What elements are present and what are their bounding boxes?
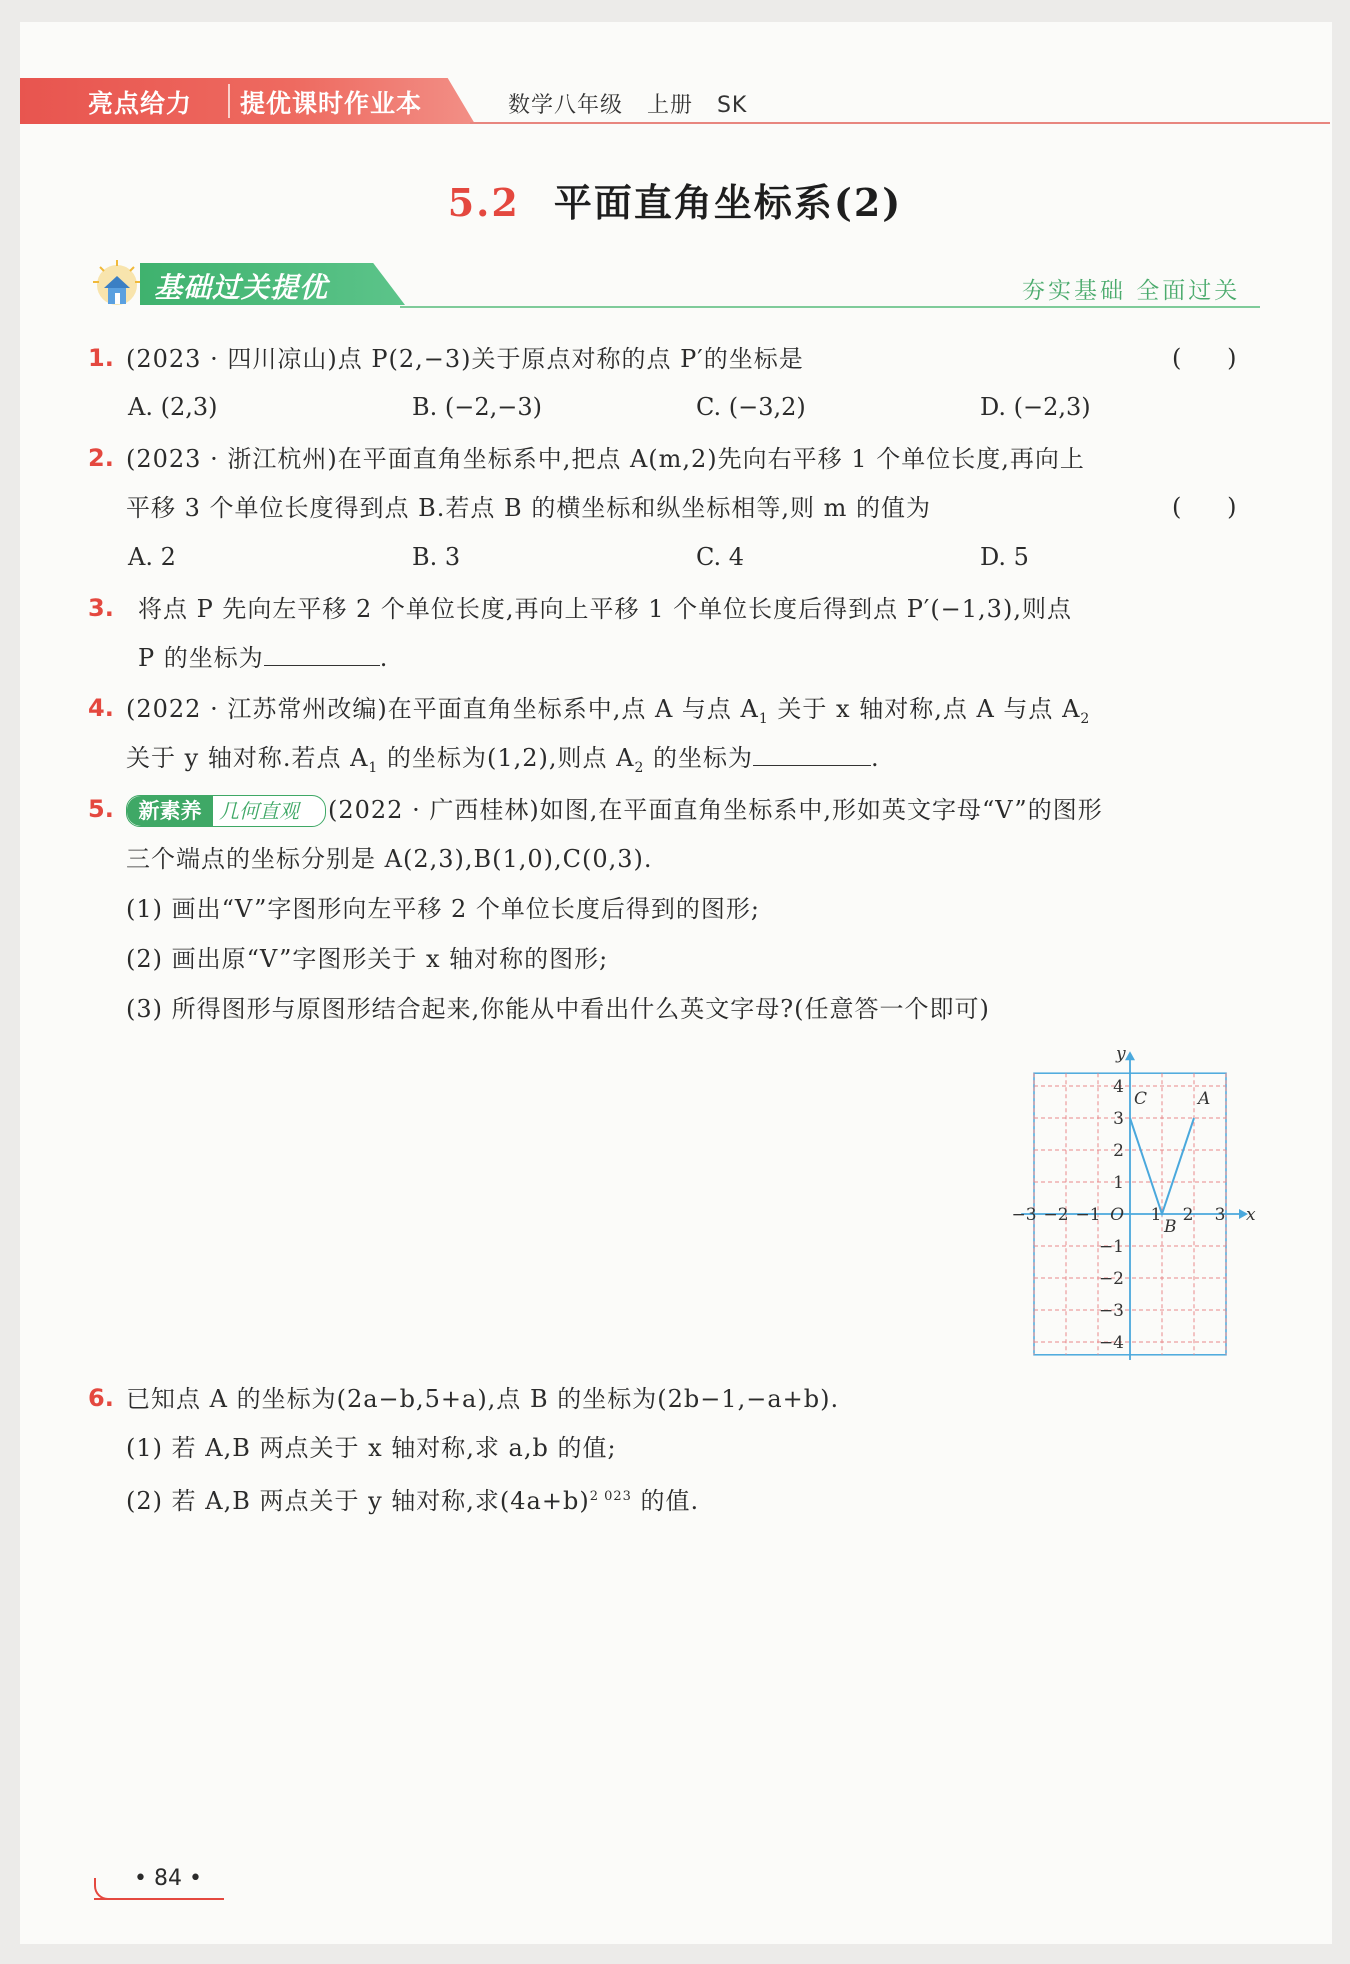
answer-paren: ( )	[1172, 344, 1237, 372]
question-5-sub1: (1) 画出“V”字图形向左平移 2 个单位长度后得到的图形;	[126, 895, 760, 923]
x-tick-label: −1	[1075, 1205, 1101, 1225]
question-3-line1: 将点 P 先向左平移 2 个单位长度,再向上平移 1 个单位长度后得到点 P′(−1,3),则点	[138, 595, 1072, 623]
question-4-line1	[126, 694, 1090, 734]
house-sun-icon	[90, 258, 144, 312]
tag-geometry-intuition: 几何直观	[219, 799, 299, 823]
q4-text: 的坐标为	[644, 744, 754, 772]
tag-new-literacy: 新素养	[127, 796, 213, 826]
question-3-period: .	[379, 644, 389, 672]
question-6-line1: 已知点 A 的坐标为(2a−b,5+a),点 B 的坐标为(2b−1,−a+b).	[126, 1385, 840, 1413]
x-tick-label: 2	[1182, 1205, 1194, 1225]
question-1-text: (2023 · 四川凉山)点 P(2,−3)关于原点对称的点 P′的坐标是	[126, 345, 804, 373]
question-number: 6.	[88, 1384, 114, 1412]
section-title: 平面直角坐标系(2)	[553, 180, 903, 225]
header-divider	[228, 84, 230, 118]
y-tick-label: 4	[1113, 1077, 1124, 1097]
y-tick-label: 2	[1113, 1141, 1124, 1161]
option-d: D. (−2,3)	[980, 393, 1091, 421]
y-tick-label: 1	[1113, 1173, 1124, 1193]
answer-blank[interactable]	[264, 643, 380, 666]
y-axis-arrow	[1125, 1051, 1135, 1060]
x-tick-label: −3	[1011, 1205, 1037, 1225]
q6-text: (2) 若 A,B 两点关于 y 轴对称,求(4a+b)	[126, 1487, 590, 1515]
question-number: 3.	[88, 594, 114, 622]
page-number-rule	[94, 1898, 224, 1900]
subscript: 2	[634, 759, 645, 776]
question-6-sub1: (1) 若 A,B 两点关于 x 轴对称,求 a,b 的值;	[126, 1434, 617, 1462]
literacy-tag	[126, 795, 326, 827]
section-rule	[400, 306, 1260, 308]
y-tick-label: −1	[1098, 1237, 1124, 1257]
subscript: 2	[1080, 710, 1091, 727]
q4-text: 的坐标为(1,2),则点 A	[378, 744, 635, 772]
subject-label: 数学八年级 上册 SK	[508, 93, 748, 118]
question-2-line1: (2023 · 浙江杭州)在平面直角坐标系中,把点 A(m,2)先向右平移 1 个单位长度,再向上	[126, 445, 1085, 473]
x-axis-label: x	[1246, 1205, 1256, 1225]
question-6-sub2	[126, 1482, 699, 1516]
q4-text: 关于 y 轴对称.若点 A	[126, 744, 369, 772]
question-number: 4.	[88, 694, 114, 722]
page-number: • 84 •	[134, 1866, 202, 1891]
point-label-a: A	[1198, 1089, 1211, 1109]
brand-title: 亮点给力	[88, 89, 193, 118]
option-b: B. 3	[412, 543, 461, 571]
origin-label: O	[1110, 1205, 1124, 1225]
question-5-line2: 三个端点的坐标分别是 A(2,3),B(1,0),C(0,3).	[126, 845, 653, 873]
header-rule	[470, 122, 1330, 124]
subscript: 1	[368, 759, 379, 776]
y-tick-label: −2	[1098, 1269, 1124, 1289]
question-5-sub2: (2) 画出原“V”字图形关于 x 轴对称的图形;	[126, 945, 609, 973]
subscript: 1	[758, 710, 769, 727]
x-tick-label: 1	[1150, 1205, 1162, 1225]
question-5-sub3: (3) 所得图形与原图形结合起来,你能从中看出什么英文字母?(任意答一个即可)	[126, 995, 990, 1023]
question-number: 1.	[88, 344, 114, 372]
question-number: 2.	[88, 444, 114, 472]
coordinate-grid-figure	[1010, 1040, 1270, 1360]
x-tick-label: −2	[1043, 1205, 1069, 1225]
answer-blank[interactable]	[753, 743, 871, 766]
section-number: 5.2	[447, 180, 520, 225]
section-motto: 夯实基础 全面过关	[1022, 278, 1241, 304]
question-5-line1: (2022 · 广西桂林)如图,在平面直角坐标系中,形如英文字母“V”的图形	[328, 796, 1103, 824]
option-c: C. 4	[696, 543, 745, 571]
q6-text: 的值.	[631, 1487, 700, 1515]
question-4-line2	[126, 743, 880, 783]
question-3-line2	[138, 643, 388, 673]
question-3-text: P 的坐标为	[138, 644, 264, 672]
page	[20, 22, 1332, 1944]
option-c: C. (−3,2)	[696, 393, 806, 421]
y-tick-label: −4	[1098, 1333, 1124, 1353]
page-title	[0, 172, 1350, 227]
y-tick-label: −3	[1098, 1301, 1124, 1321]
option-b: B. (−2,−3)	[412, 393, 543, 421]
section-label: 基础过关提优	[154, 271, 329, 304]
q4-text: 关于 x 轴对称,点 A 与点 A	[768, 695, 1081, 723]
exponent: 2 023	[589, 1489, 632, 1504]
x-tick-label: 3	[1214, 1205, 1226, 1225]
option-d: D. 5	[980, 543, 1029, 571]
point-label-b: B	[1164, 1217, 1177, 1237]
brand-subtitle: 提优课时作业本	[240, 89, 423, 118]
option-a: A. 2	[128, 543, 176, 571]
y-tick-label: 3	[1113, 1109, 1124, 1129]
point-label-c: C	[1134, 1089, 1148, 1109]
option-a: A. (2,3)	[128, 393, 218, 421]
question-2-line2: 平移 3 个单位长度得到点 B.若点 B 的横坐标和纵坐标相等,则 m 的值为	[126, 494, 931, 522]
q4-text: .	[871, 744, 880, 772]
y-axis-label: y	[1116, 1044, 1126, 1065]
answer-paren: ( )	[1172, 493, 1237, 521]
question-number: 5.	[88, 795, 114, 823]
q4-text: (2022 · 江苏常州改编)在平面直角坐标系中,点 A 与点 A	[126, 695, 759, 723]
